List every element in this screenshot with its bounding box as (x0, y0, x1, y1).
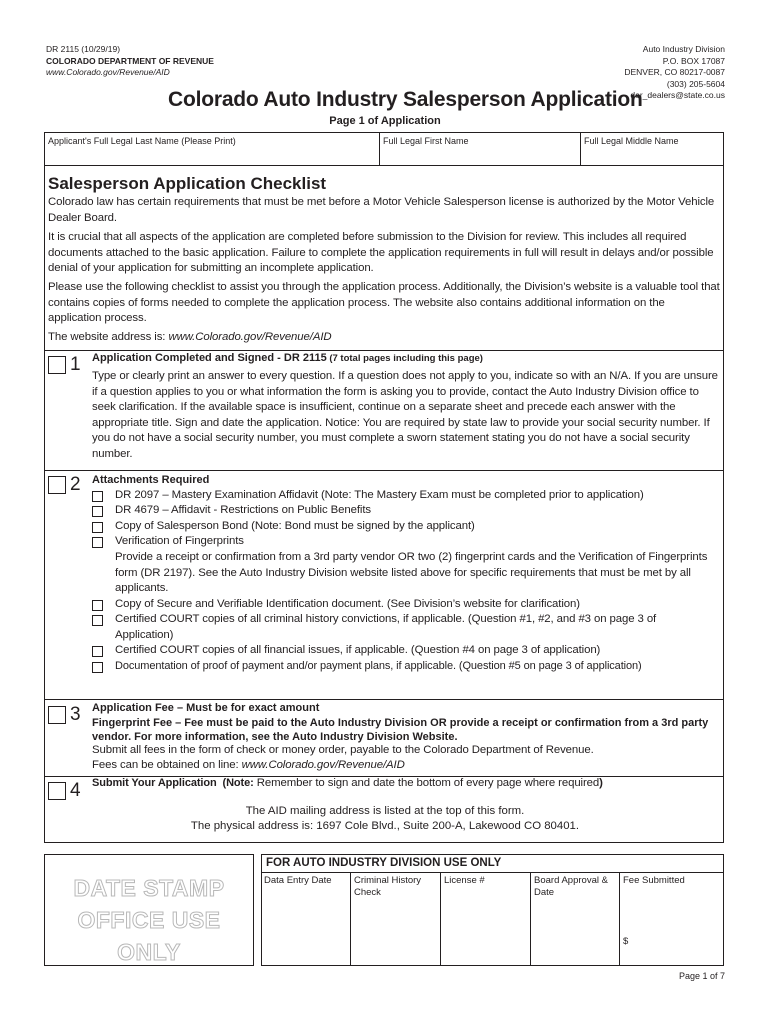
section-3-checkbox[interactable] (48, 706, 66, 724)
criminal-history-cell[interactable] (351, 873, 441, 966)
attachment-checkbox[interactable] (92, 615, 103, 626)
date-stamp-text (44, 872, 254, 968)
section-2-number: 2 (70, 474, 81, 495)
attachment-checkbox[interactable] (92, 491, 103, 502)
phone: (303) 205-5604 (666, 78, 725, 89)
website-prefix: The website address is: (48, 331, 169, 343)
page-title: Colorado Auto Industry Salesperson Application (168, 88, 643, 111)
attachment-item: Certified COURT copies of all criminal history convictions, if applicable. (Question #1, #2, and #3 on page 3 of Application) (115, 613, 657, 641)
attachment-item: DR 4679 – Affidavit - Restrictions on Public Benefits (115, 504, 371, 516)
fees-prefix: Fees can be obtained on line: (92, 759, 242, 771)
section-1-heading (92, 352, 483, 364)
attachment-checkbox[interactable] (92, 537, 103, 548)
office-use-column-label: License # (444, 875, 485, 886)
checklist-heading: Salesperson Application Checklist (48, 174, 327, 193)
email-link[interactable]: dor_dealers@state.co.us (630, 90, 725, 100)
stamp-line: ONLY (117, 939, 181, 965)
fee-dollar-sign: $ (623, 936, 629, 947)
section-4-note-text: Remember to sign and date the bottom of every page where required (253, 777, 600, 789)
attachment-item: Documentation of proof of payment and/or payment plans, if applicable. (Question #5 on page 3 of application) (115, 660, 642, 672)
board-approval-cell[interactable] (531, 873, 620, 966)
section-3-heading: Application Fee – Must be for exact amount (92, 702, 320, 714)
section-3-line-1: Submit all fees in the form of check or money order, payable to the Colorado Department of Revenue. (92, 744, 594, 756)
section-3-line-2 (92, 758, 405, 774)
po-box: P.O. BOX 17087 (662, 55, 725, 66)
section-3-fingerprint-fee: Fingerprint Fee – Fee must be paid to the Auto Industry Division OR provide a receipt or confirmation from a 3rd party vendor. For more information, see the Auto Industry Division Website. (92, 717, 709, 743)
attachment-checkbox[interactable] (92, 646, 103, 657)
office-use-column-label: Board Approval & Date (534, 875, 608, 898)
office-use-column-label: Data Entry Date (264, 875, 332, 886)
section-4-note-close: ) (599, 777, 603, 789)
checklist-paragraph-2: It is crucial that all aspects of the application are completed before submission to the Division for review. This includes all required documents attached to the basic application. Failure to complete the application requirements in full will result in delays and/or possible denial of your application for submitting an incomplete application. (48, 231, 714, 274)
form-id: DR 2115 (10/29/19) (46, 44, 121, 54)
section-4-checkbox[interactable] (48, 782, 66, 800)
website-address-link[interactable]: www.Colorado.gov/Revenue/AID (168, 331, 332, 343)
stamp-line: DATE STAMP (73, 875, 225, 901)
section-2-heading: Attachments Required (92, 474, 210, 486)
attachment-checkbox[interactable] (92, 662, 103, 673)
attachment-checkbox[interactable] (92, 600, 103, 611)
attachment-item: Verification of Fingerprints (115, 535, 244, 547)
office-use-heading: FOR AUTO INDUSTRY DIVISION USE ONLY (266, 857, 502, 869)
checklist-paragraph-4 (48, 330, 720, 346)
section-1-title: Application Completed and Signed - DR 2115 (92, 352, 327, 364)
section-1-checkbox[interactable] (48, 356, 66, 374)
middle-name-label: Full Legal Middle Name (584, 136, 679, 146)
page-number: Page 1 of 7 (678, 971, 725, 981)
checklist-paragraph-3: Please use the following checklist to assist you through the application process. Additionally, the Division’s website is a valuable tool that contains copies of forms needed to complete the application process. The website also contains additional information on the application process. (48, 281, 720, 324)
office-use-column-label: Criminal History Check (354, 875, 422, 898)
first-name-field[interactable] (380, 133, 581, 165)
division-name: Auto Industry Division (642, 44, 725, 54)
middle-name-field[interactable] (581, 133, 723, 165)
fees-link[interactable]: www.Colorado.gov/Revenue/AID (241, 759, 405, 771)
city-zip: DENVER, CO 80217-0087 (624, 67, 725, 77)
checklist-paragraph-1: Colorado law has certain requirements that must be met before a Motor Vehicle Salesperson license is authorized by the Motor Vehicle Dealer Board. (48, 196, 715, 224)
divider (44, 470, 724, 471)
section-2-checkbox[interactable] (48, 476, 66, 494)
page-subtitle: Page 1 of Application (329, 115, 441, 127)
first-name-label: Full Legal First Name (383, 136, 469, 146)
fee-submitted-cell[interactable] (620, 873, 724, 966)
section-4-number: 4 (70, 780, 81, 801)
section-1-number: 1 (70, 354, 81, 375)
last-name-field[interactable] (45, 133, 380, 165)
section-3-number: 3 (70, 704, 81, 725)
attachment-checkbox[interactable] (92, 506, 103, 517)
department-name: COLORADO DEPARTMENT OF REVENUE (46, 55, 214, 66)
divider (44, 350, 724, 351)
fingerprint-note: Provide a receipt or confirmation from a 3rd party vendor OR two (2) fingerprint cards and the Verification of Fingerprints form (DR 2197). See the Auto Industry Division website listed above for specific requirements that must be met by all applicants. (115, 551, 708, 594)
divider (44, 699, 724, 700)
website-link[interactable]: www.Colorado.gov/Revenue/AID (46, 67, 170, 77)
section-4-heading (92, 776, 603, 792)
attachment-item: Copy of Secure and Verifiable Identification document. (See Division’s website for clarification) (115, 598, 580, 610)
attachment-item: Certified COURT copies of all financial issues, if applicable. (Question #4 on page 3 of application) (115, 644, 601, 656)
office-use-column-label: Fee Submitted (623, 875, 685, 886)
data-entry-date-cell[interactable] (261, 873, 351, 966)
attachment-checkbox[interactable] (92, 522, 103, 533)
section-1-body: Type or clearly print an answer to every question. If a question does not apply to you, indicate so with an N/A. If you are unsure if a question applies to you or what information the form is asking you to provide, contact the Auto Industry Division office to seek clarification. If the available space is insufficient, continue on a separate sheet and precede each answer with the appropriate title. Sign and date the application. Notice: You are required by state law to provide your social security number. If you do not have a social security number, you must complete a sworn statement stating you do not have a social security number. (92, 370, 718, 460)
physical-address-note: The physical address is: 1697 Cole Blvd., Suite 200-A, Lakewood CO 80401. (190, 820, 580, 832)
stamp-line: OFFICE USE (77, 907, 221, 933)
name-fields-row (44, 132, 724, 166)
section-1-note: (7 total pages including this page) (326, 353, 483, 364)
license-number-cell[interactable] (441, 873, 531, 966)
last-name-label: Applicant's Full Legal Last Name (Please Print) (48, 136, 236, 146)
section-4-note-label: (Note: (216, 777, 254, 789)
mailing-address-note: The AID mailing address is listed at the top of this form. (245, 805, 525, 817)
attachment-item: Copy of Salesperson Bond (Note: Bond must be signed by the applicant) (115, 520, 475, 532)
office-use-row (261, 872, 724, 966)
attachment-item: DR 2097 – Mastery Examination Affidavit (Note: The Mastery Exam must be completed prior to application) (115, 489, 644, 501)
header-left (46, 44, 214, 79)
section-4-title: Submit Your Application (92, 777, 217, 789)
